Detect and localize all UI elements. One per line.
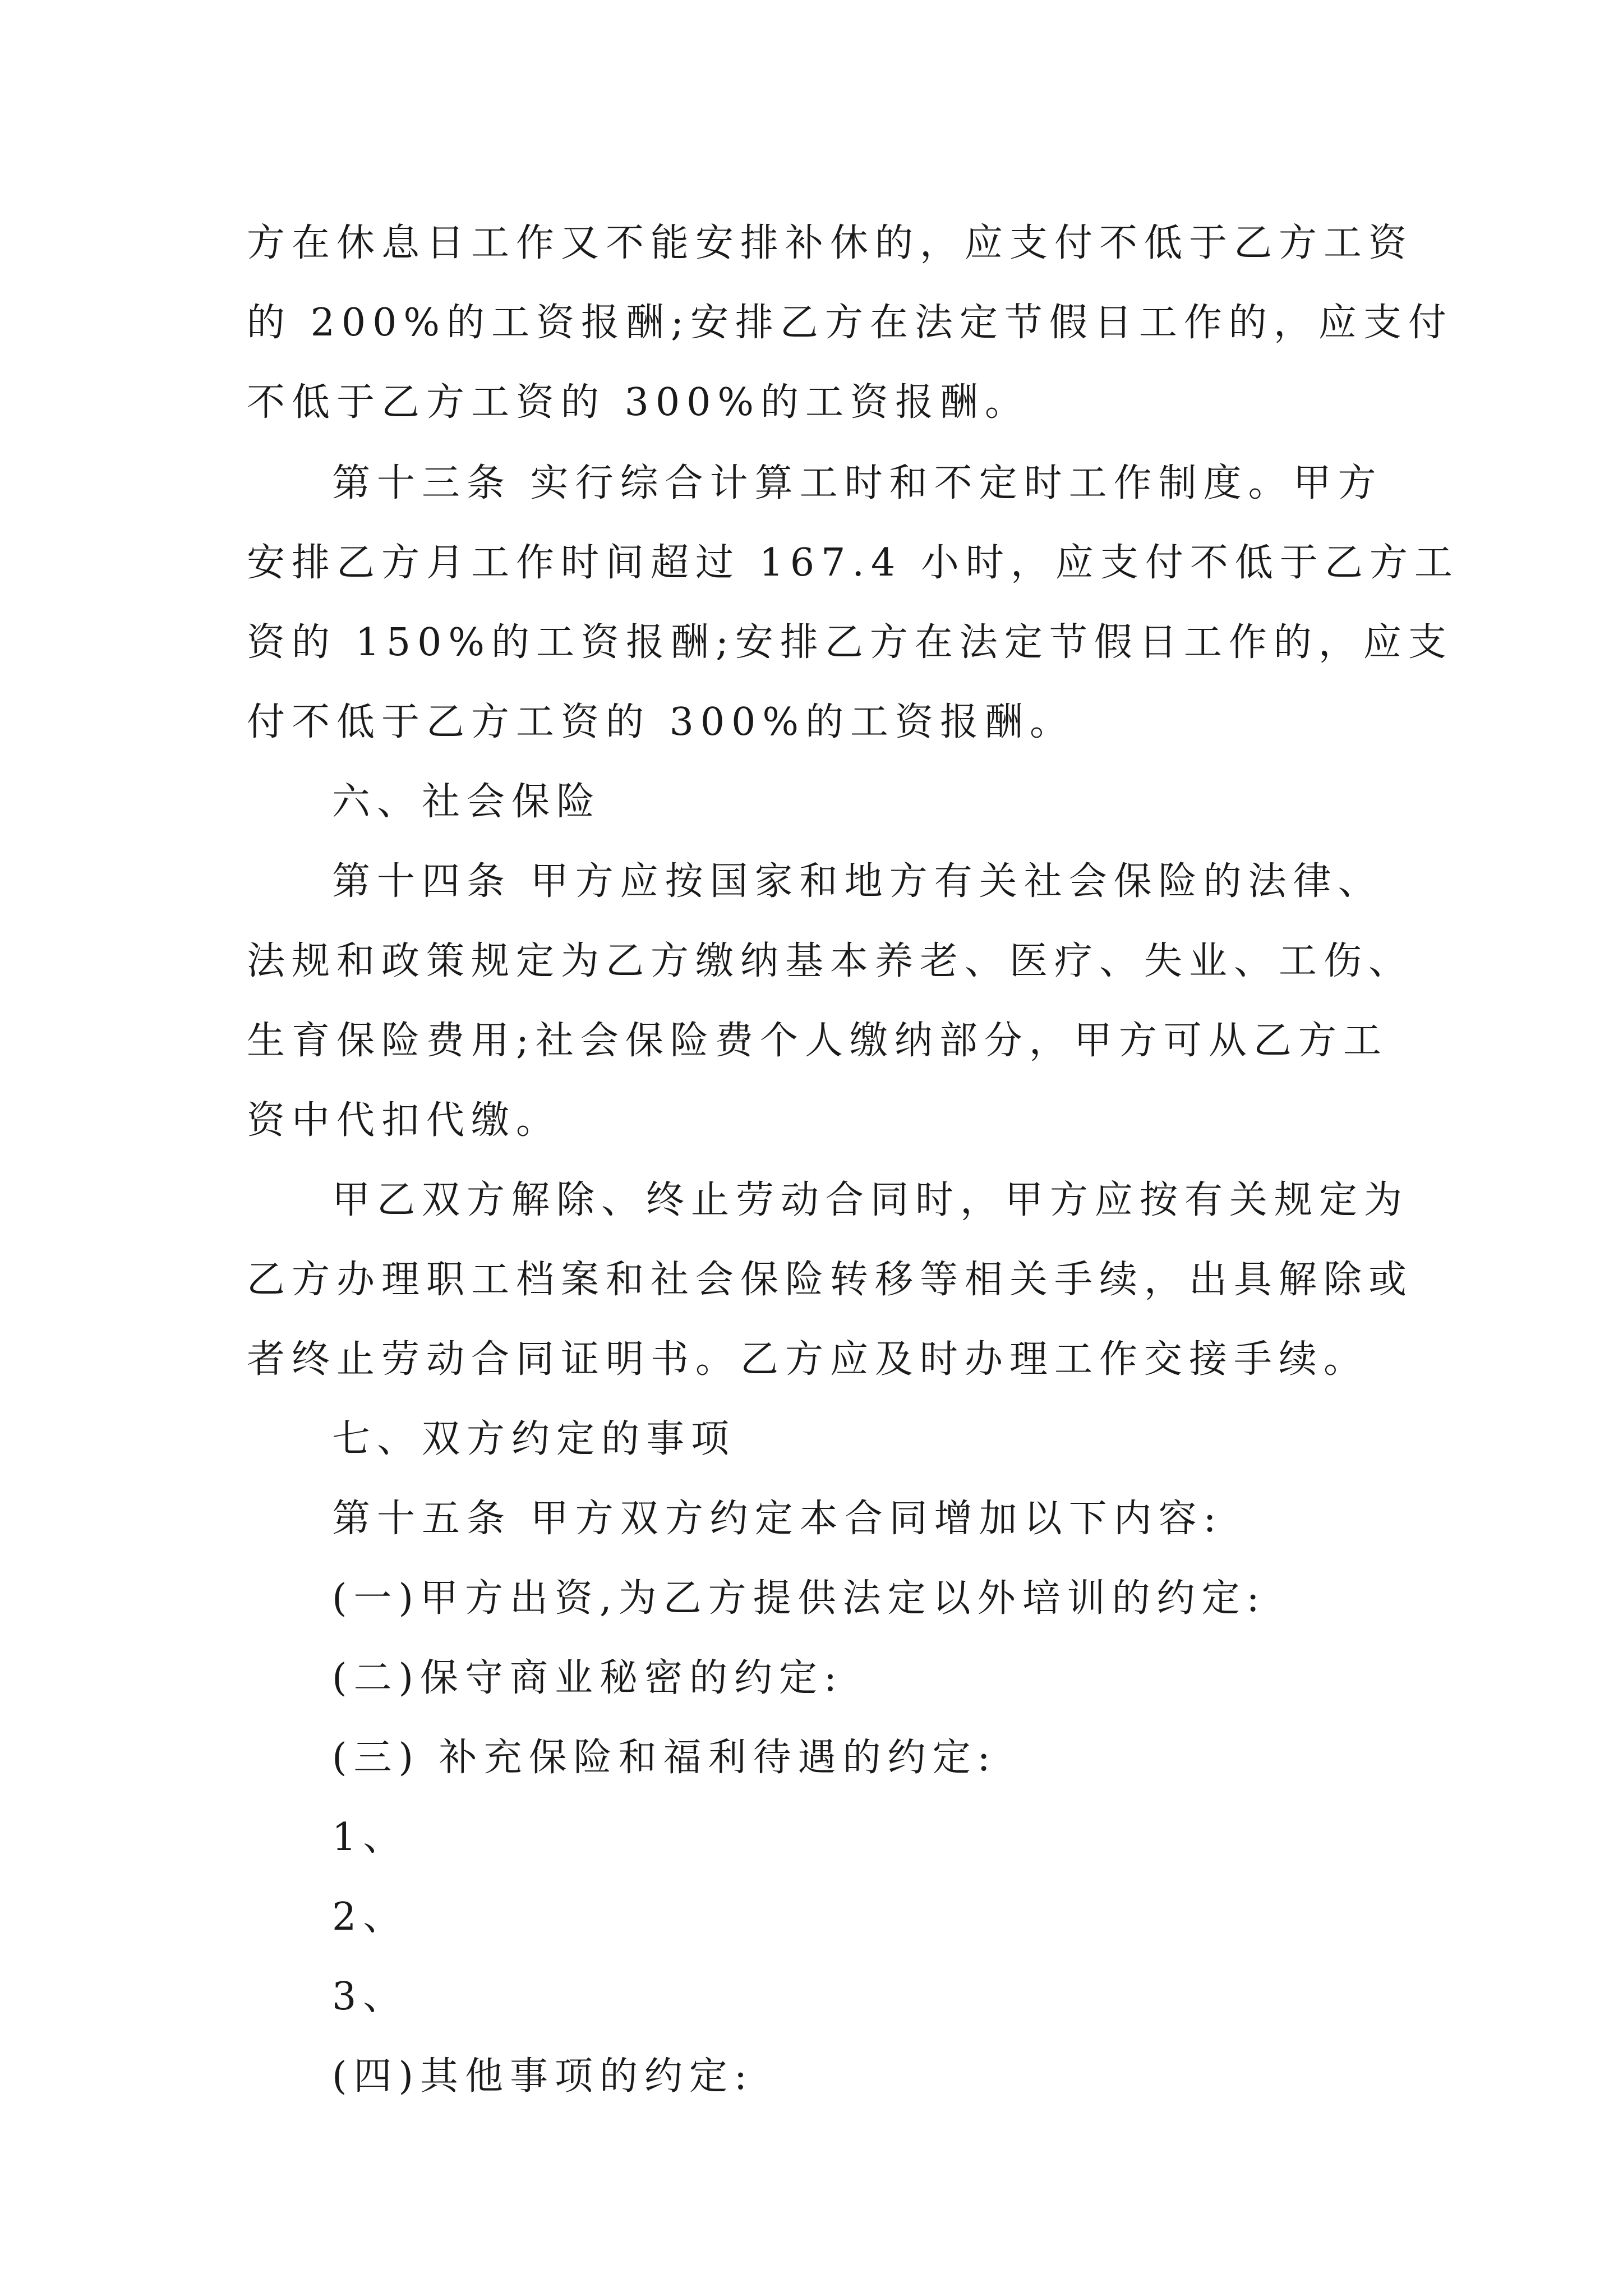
blank-item-3: 3、 <box>332 1975 408 2019</box>
paragraph-line: 方在休息日工作又不能安排补休的，应支付不低于乙方工资 <box>247 221 1414 265</box>
section-heading-agreed-matters: 七、双方约定的事项 <box>332 1417 736 1461</box>
paragraph-line: 资中代扣代缴。 <box>247 1098 561 1143</box>
list-item-trade-secrets: (二)保守商业秘密的约定: <box>332 1656 843 1700</box>
paragraph-line: 付不低于乙方工资的 300%的工资报酬。 <box>247 700 1075 744</box>
article-15-heading-line: 第十五条 甲方双方约定本合同增加以下内容: <box>332 1497 1223 1541</box>
paragraph-line: 不低于乙方工资的 300%的工资报酬。 <box>247 380 1030 425</box>
paragraph-line: 的 200%的工资报酬;安排乙方在法定节假日工作的，应支付 <box>247 301 1453 345</box>
list-item-supplementary-insurance: (三) 补充保险和福利待遇的约定: <box>332 1736 997 1780</box>
paragraph-line: 甲乙双方解除、终止劳动合同时，甲方应按有关规定为 <box>332 1178 1409 1222</box>
article-14-heading-line: 第十四条 甲方应按国家和地方有关社会保险的法律、 <box>332 859 1383 904</box>
paragraph-line: 生育保险费用;社会保险费个人缴纳部分，甲方可从乙方工 <box>247 1019 1388 1063</box>
list-item-training: (一)甲方出资,为乙方提供法定以外培训的约定: <box>332 1576 1266 1621</box>
blank-item-2: 2、 <box>332 1895 408 1939</box>
paragraph-line: 安排乙方月工作时间超过 167.4 小时，应支付不低于乙方工 <box>247 541 1459 585</box>
section-heading-social-insurance: 六、社会保险 <box>332 780 602 824</box>
paragraph-line: 资的 150%的工资报酬;安排乙方在法定节假日工作的，应支 <box>247 620 1453 665</box>
paragraph-line: 法规和政策规定为乙方缴纳基本养老、医疗、失业、工伤、 <box>247 939 1414 983</box>
paragraph-line: 乙方办理职工档案和社会保险转移等相关手续，出具解除或 <box>247 1258 1414 1302</box>
article-13-heading-line: 第十三条 实行综合计算工时和不定时工作制度。甲方 <box>332 461 1383 505</box>
paragraph-line: 者终止劳动合同证明书。乙方应及时办理工作交接手续。 <box>247 1337 1369 1382</box>
list-item-other-matters: (四)其他事项的约定: <box>332 2054 754 2099</box>
blank-item-1: 1、 <box>332 1815 408 1860</box>
